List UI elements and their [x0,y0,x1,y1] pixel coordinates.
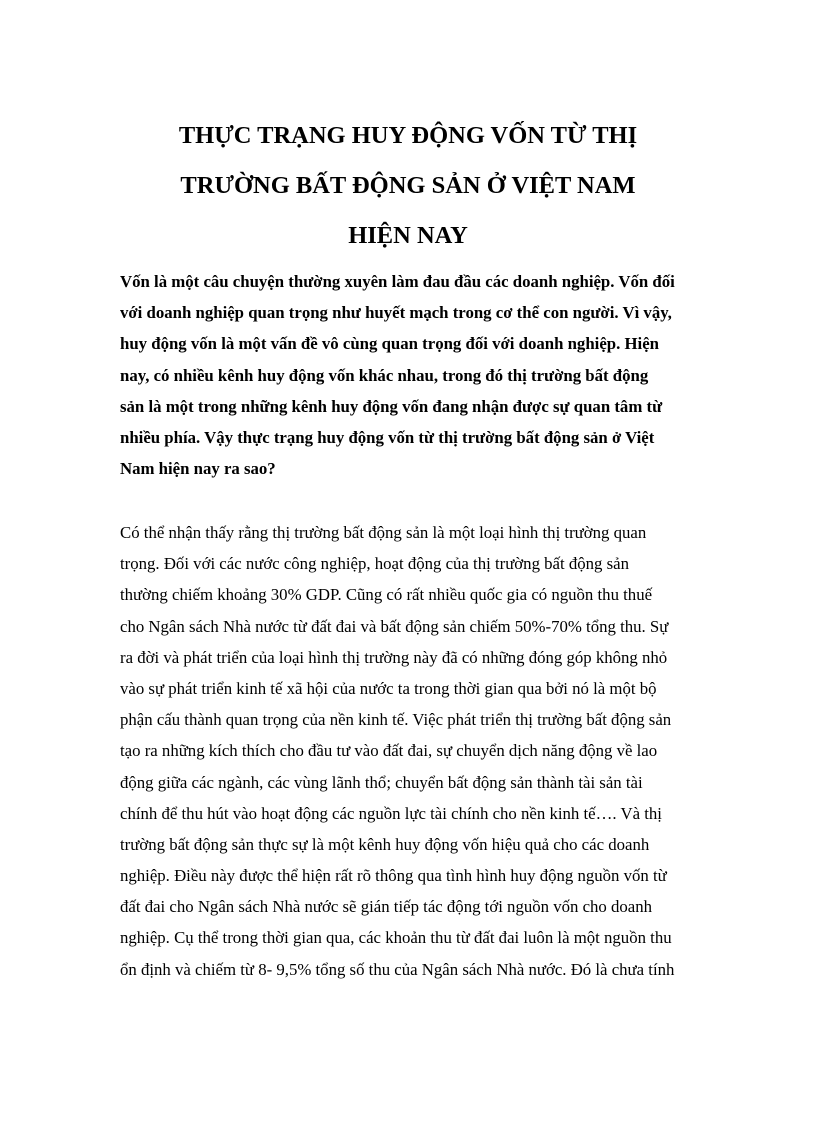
body-line: động giữa các ngành, các vùng lãnh thổ; chuyển bất động sản thành tài sản tài [120,772,643,792]
body-line: vào sự phát triển kinh tế xã hội của nước ta trong thời gian qua bởi nó là một bộ [120,678,657,698]
document-title [120,111,696,261]
intro-line: nhiều phía. Vậy thực trạng huy động vốn từ thị trường bất động sản ở Việt [120,427,655,447]
title-line: THỰC TRẠNG HUY ĐỘNG VỐN TỪ THỊ [178,122,638,149]
body-line: Có thể nhận thấy rằng thị trường bất động sản là một loại hình thị trường quan [120,523,647,542]
intro-line: với doanh nghiệp quan trọng như huyết mạch trong cơ thể con người. Vì vậy, [120,303,672,323]
body-paragraph [120,517,712,985]
intro-line: huy động vốn là một vấn đề vô cùng quan trọng đối với doanh nghiệp. Hiện [120,334,659,354]
intro-line: sản là một trong những kênh huy động vốn đang nhận được sự quan tâm từ [120,396,663,416]
body-line: ra đời và phát triển của loại hình thị trường này đã có những đóng góp không nhỏ [120,647,668,667]
body-line: chính để thu hút vào hoạt động các nguồn lực tài chính cho nền kinh tế…. Và thị [120,803,662,823]
intro-line: nay, có nhiều kênh huy động vốn khác nhau, trong đó thị trường bất động [120,365,649,385]
body-line: nghiệp. Cụ thể trong thời gian qua, các khoản thu từ đất đai luôn là một nguồn thu [120,928,672,948]
body-line: phận cấu thành quan trọng của nền kinh tế. Việc phát triển thị trường bất động sản [120,710,672,730]
intro-line: Nam hiện nay ra sao? [120,459,276,479]
title-line: TRƯỜNG BẤT ĐỘNG SẢN Ở VIỆT NAM [180,172,636,199]
body-line: thường chiếm khoảng 30% GDP. Cũng có rất nhiều quốc gia có nguồn thu thuế [120,585,653,605]
intro-paragraph [120,266,712,484]
body-line: ổn định và chiếm từ 8- 9,5% tổng số thu của Ngân sách Nhà nước. Đó là chưa tính [120,959,675,979]
body-line: trường bất động sản thực sự là một kênh huy động vốn hiệu quả cho các doanh [120,834,650,854]
body-line: trọng. Đối với các nước công nghiệp, hoạt động của thị trường bất động sản [120,554,629,574]
body-line: nghiệp. Điều này được thể hiện rất rõ thông qua tình hình huy động nguồn vốn từ [120,866,667,886]
title-line: HIỆN NAY [348,222,468,249]
body-line: tạo ra những kích thích cho đầu tư vào đất đai, sự chuyển dịch năng động về lao [120,741,658,761]
body-line: cho Ngân sách Nhà nước từ đất đai và bất động sản chiếm 50%-70% tổng thu. Sự [120,616,669,636]
body-line: đất đai cho Ngân sách Nhà nước sẽ gián tiếp tác động tới nguồn vốn cho doanh [120,897,653,917]
intro-line: Vốn là một câu chuyện thường xuyên làm đau đầu các doanh nghiệp. Vốn đối [120,272,675,291]
